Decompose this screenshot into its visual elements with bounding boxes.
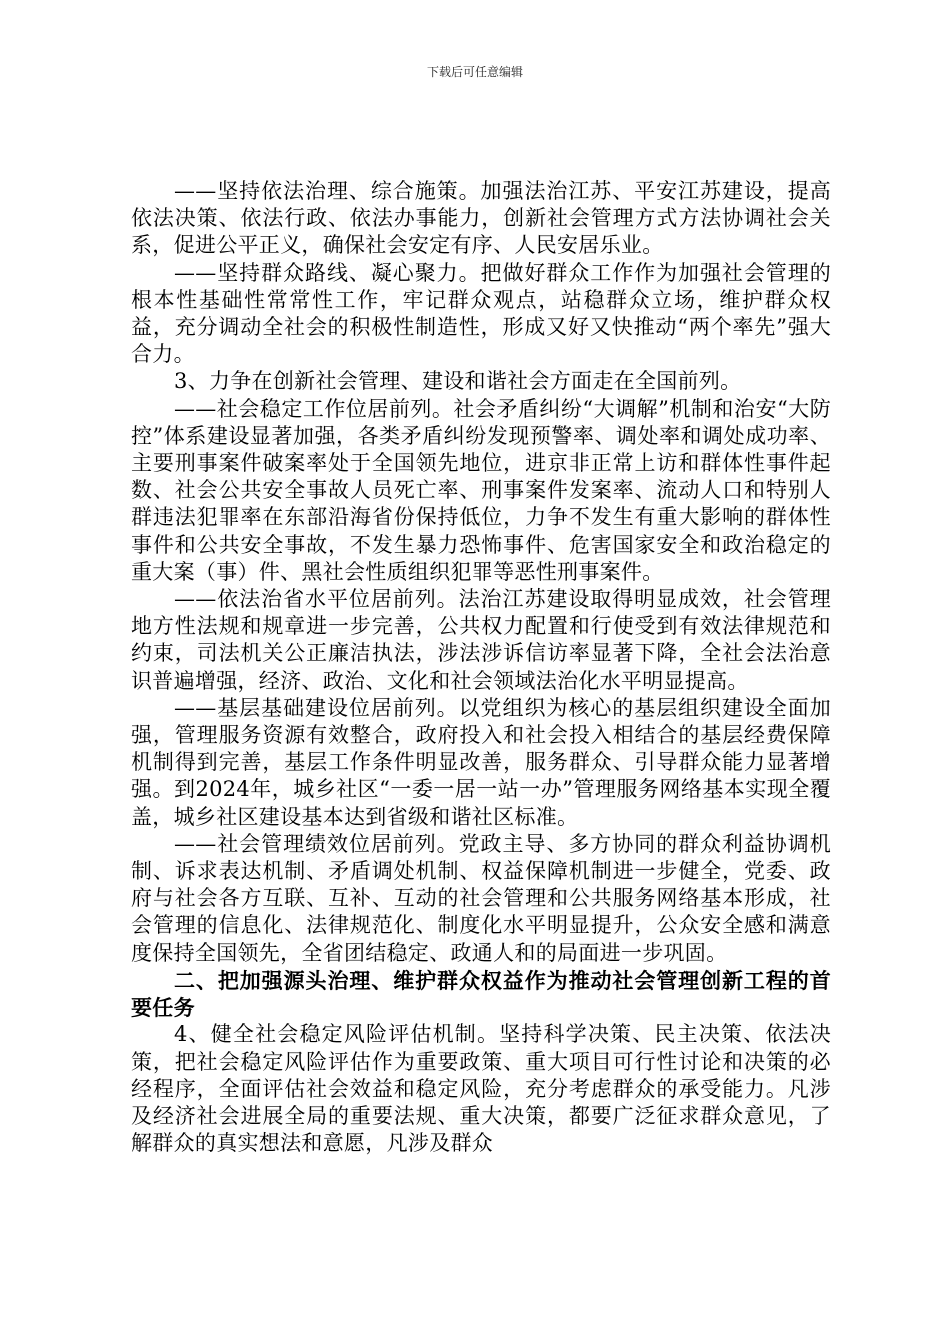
paragraph-social-stability: ——社会稳定工作位居前列。社会矛盾纠纷“大调解”机制和治安“大防控”体系建设显著加强，各类矛盾纠纷发现预警率、调处率和调处成功率、主要刑事案件破案率处于全国领先地位，进京非正常上访和群体性事件起数、社会公共安全事故人员死亡率、刑事案件发案率、流动人口和特别人群违法犯罪率在东部沿海省份保持低位，力争不发生有重大影响的群体性事件和公共安全事故，不发生暴力恐怖事件、危害国家安全和政治稳定的重大案（事）件、黑社会性质组织犯罪等恶性刑事案件。 xyxy=(131,396,831,584)
document-body xyxy=(131,178,831,1157)
section-heading-2: 二、把加强源头治理、维护群众权益作为推动社会管理创新工程的首要任务 xyxy=(131,967,831,1021)
paragraph-mass-line: ——坚持群众路线、凝心聚力。把做好群众工作作为加强社会管理的根本性基础性常常性工作，牢记群众观点，站稳群众立场，维护群众权益，充分调动全社会的积极性制造性，形成又好又快推动“两个率先”强大合力。 xyxy=(131,260,831,367)
paragraph-item-3: 3、力争在创新社会管理、建设和谐社会方面走在全国前列。 xyxy=(174,369,742,394)
paragraph-item-4: 4、健全社会稳定风险评估机制。坚持科学决策、民主决策、依法决策，把社会稳定风险评估作为重要政策、重大项目可行性讨论和决策的必经程序，全面评估社会效益和稳定风险，充分考虑群众的承受能力。凡涉及经济社会进展全局的重要法规、重大决策，都要广泛征求群众意见，了解群众的真实想法和意愿，凡涉及群众 xyxy=(131,1022,831,1156)
paragraph-grassroots: ——基层基础建设位居前列。以党组织为核心的基层组织建设全面加强，管理服务资源有效整合，政府投入和社会投入相结合的基层经费保障机制得到完善，基层工作条件明显改善，服务群众、引导群众能力显著增强。到2024年，城乡社区“一委一居一站一办”管理服务网络基本实现全覆盖，城乡社区建设基本达到省级和谐社区标准。 xyxy=(131,695,831,829)
paragraph-rule-of-law: ——坚持依法治理、综合施策。加强法治江苏、平安江苏建设，提高依法决策、依法行政、依法办事能力，创新社会管理方式方法协调社会关系，促进公平正义，确保社会安定有序、人民安居乐业。 xyxy=(131,179,831,258)
paragraph-management-performance: ——社会管理绩效位居前列。党政主导、多方协同的群众利益协调机制、诉求表达机制、矛盾调处机制、权益保障机制进一步健全，党委、政府与社会各方互联、互补、互动的社会管理和公共服务网络基本形成，社会管理的信息化、法律规范化、制度化水平明显提升，公众安全感和满意度保持全国领先，全省团结稳定、政通人和的局面进一步巩固。 xyxy=(131,831,831,965)
page-header-note: 下载后可任意编辑 xyxy=(426,65,523,79)
paragraph-rule-of-law-level: ——依法治省水平位居前列。法治江苏建设取得明显成效，社会管理地方性法规和规章进一步完善，公共权力配置和行使受到有效法律规范和约束，司法机关公正廉洁执法，涉法涉诉信访率显著下降，全社会法治意识普遍增强，经济、政治、文化和社会领域法治化水平明显提高。 xyxy=(131,587,831,693)
